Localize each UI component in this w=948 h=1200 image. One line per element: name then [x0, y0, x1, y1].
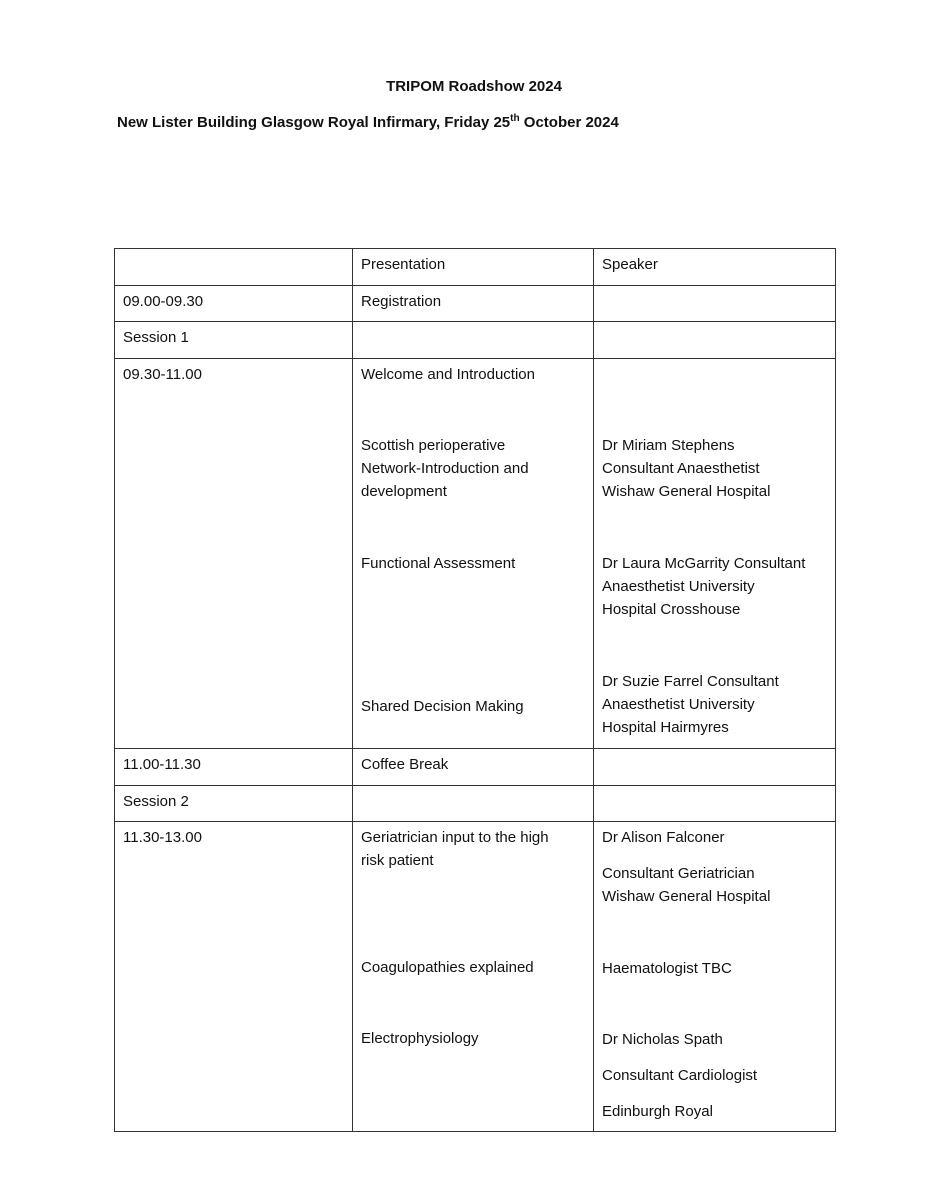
subtitle-superscript: th [510, 113, 520, 124]
time-cell: 11.30-13.00 [115, 822, 353, 1132]
presentation-item: Network-Introduction and [361, 460, 529, 477]
table-row [115, 286, 836, 322]
session-cell: Session 2 [115, 786, 353, 822]
speaker-line: Consultant Cardiologist [602, 1067, 758, 1084]
presentation-cell [353, 322, 594, 359]
session-cell: Session 1 [115, 322, 353, 359]
speaker-line: Consultant Geriatrician [602, 865, 755, 882]
speaker-cell [594, 286, 836, 322]
presentation-cell [353, 786, 594, 822]
table-row [115, 322, 836, 359]
table-row [115, 359, 836, 749]
document-subtitle [117, 114, 619, 131]
presentation-cell [353, 359, 594, 749]
speaker-line: Dr Laura McGarrity Consultant [602, 555, 806, 572]
presentation-item: Scottish perioperative [361, 437, 506, 454]
speaker-line: Hospital Crosshouse [602, 601, 741, 618]
table-row [115, 749, 836, 786]
speaker-cell [594, 322, 836, 359]
speaker-line: Dr Nicholas Spath [602, 1031, 723, 1048]
presentation-item: risk patient [361, 852, 434, 869]
speaker-cell [594, 359, 836, 749]
presentation-item: Welcome and Introduction [361, 366, 535, 383]
document-title: TRIPOM Roadshow 2024 [386, 78, 562, 95]
speaker-line: Dr Suzie Farrel Consultant [602, 673, 779, 690]
time-cell: 11.00-11.30 [115, 749, 353, 786]
speaker-line: Haematologist TBC [602, 960, 732, 977]
speaker-cell [594, 749, 836, 786]
presentation-cell: Coffee Break [353, 749, 594, 786]
presentation-item: development [361, 483, 447, 500]
time-cell: 09.00-09.30 [115, 286, 353, 322]
time-cell: 09.30-11.00 [115, 359, 353, 749]
header-speaker: Speaker [594, 249, 836, 286]
speaker-line: Consultant Anaesthetist [602, 460, 760, 477]
presentation-item: Coagulopathies explained [361, 959, 534, 976]
presentation-item: Geriatrician input to the high [361, 829, 549, 846]
speaker-cell [594, 786, 836, 822]
subtitle-text-end: October 2024 [519, 114, 619, 131]
header-presentation: Presentation [353, 249, 594, 286]
speaker-line: Hospital Hairmyres [602, 719, 729, 736]
table-row [115, 786, 836, 822]
speaker-line: Anaesthetist University [602, 578, 755, 595]
table-row [115, 822, 836, 1132]
presentation-item: Functional Assessment [361, 555, 516, 572]
presentation-item: Shared Decision Making [361, 698, 524, 715]
speaker-line: Dr Miriam Stephens [602, 437, 735, 454]
speaker-line: Anaesthetist University [602, 696, 755, 713]
speaker-line: Edinburgh Royal [602, 1103, 713, 1120]
header-time [115, 249, 353, 286]
speaker-line: Wishaw General Hospital [602, 888, 771, 905]
table-header-row [115, 249, 836, 286]
programme-table [114, 248, 836, 1132]
presentation-cell: Registration [353, 286, 594, 322]
presentation-cell [353, 822, 594, 1132]
subtitle-text: New Lister Building Glasgow Royal Infirmary, Friday 25 [117, 114, 511, 131]
presentation-item: Electrophysiology [361, 1030, 479, 1047]
speaker-line: Wishaw General Hospital [602, 483, 771, 500]
speaker-cell [594, 822, 836, 1132]
speaker-line: Dr Alison Falconer [602, 829, 725, 846]
